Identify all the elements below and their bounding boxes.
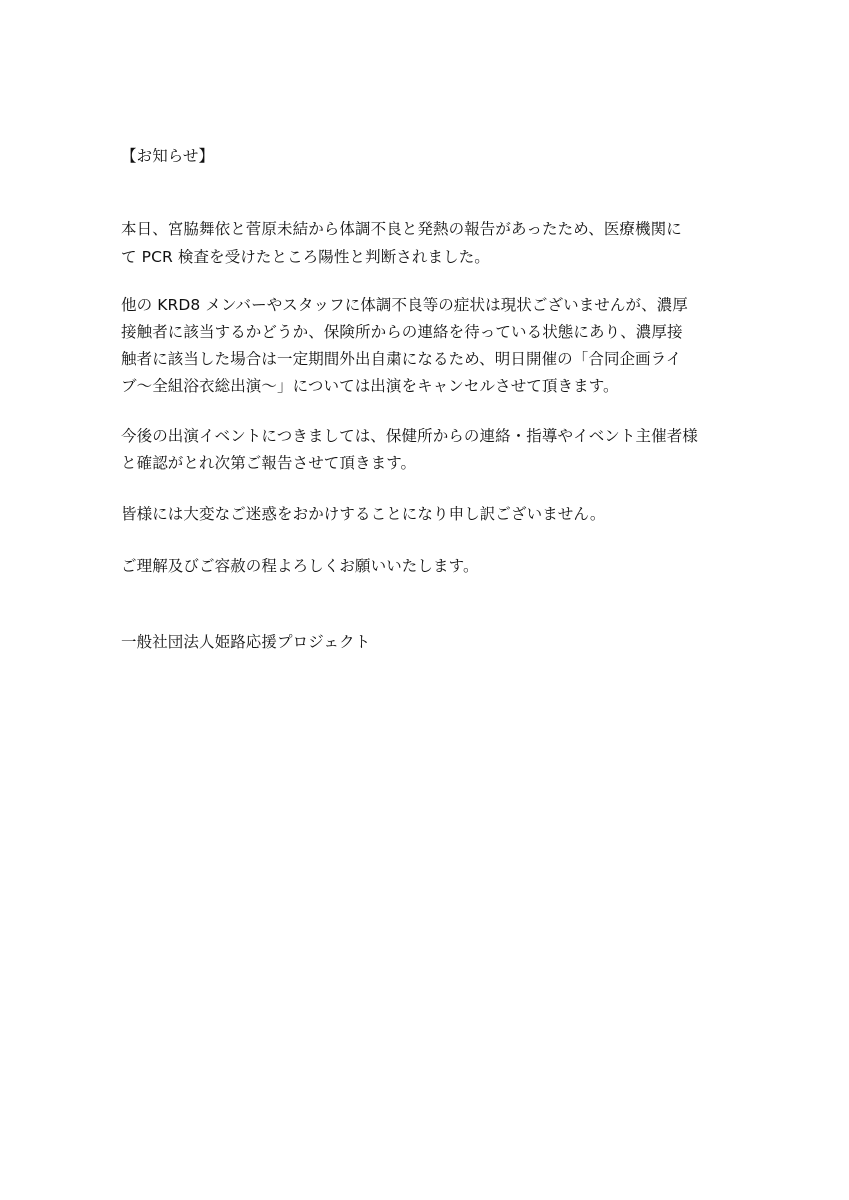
paragraph-4: 皆様には大変なご迷惑をおかけすることになり申し訳ございません。	[121, 505, 606, 523]
paragraph-2-line-2: 接触者に該当するかどうか、保険所からの連絡を待っている状態にあり、濃厚接	[121, 323, 683, 341]
paragraph-3-line-1: 今後の出演イベントにつきましては、保健所からの連絡・指導やイベント主催者様	[121, 427, 698, 445]
paragraph-2-line-1: 他の KRD8 メンバーやスタッフに体調不良等の症状は現状ございませんが、濃厚	[121, 296, 688, 314]
paragraph-1-line-2: て PCR 検査を受けたところ陽性と判断されました。	[121, 248, 490, 266]
paragraph-1-line-1: 本日、宮脇舞依と菅原未結から体調不良と発熱の報告があったため、医療機関に	[121, 220, 682, 238]
signature: 一般社団法人姫路応援プロジェクト	[121, 633, 371, 651]
notice-heading: 【お知らせ】	[121, 147, 215, 165]
paragraph-2-line-4: ブ～全組浴衣総出演～」については出演をキャンセルさせて頂きます。	[121, 377, 619, 395]
paragraph-2-line-3: 触者に該当した場合は一定期間外出自粛になるため、明日開催の「合同企画ライ	[121, 350, 682, 368]
paragraph-5: ご理解及びご容赦の程よろしくお願いいたします。	[121, 557, 479, 575]
paragraph-3-line-2: と確認がとれ次第ご報告させて頂きます。	[121, 454, 417, 472]
